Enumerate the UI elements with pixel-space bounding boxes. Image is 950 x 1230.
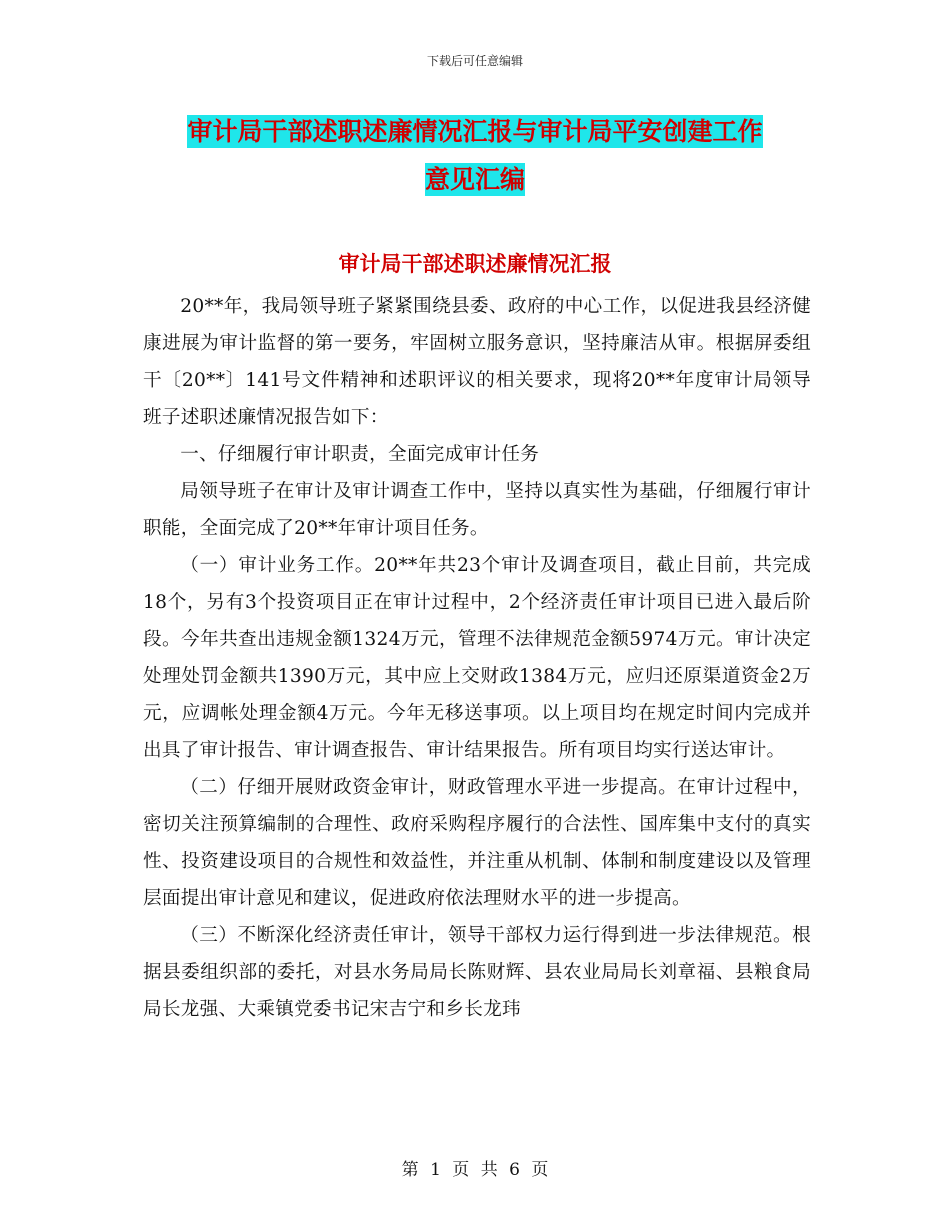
- paragraph: （三）不断深化经济责任审计，领导干部权力运行得到进一步法律规范。根据县委组织部的委托，对县水务局局长陈财辉、县农业局局长刘章福、县粮食局局长龙强、大乘镇党委书记宋吉宁和乡长龙玮: [143, 925, 811, 1020]
- paragraph: 一、仔细履行审计职责，全面完成审计任务: [180, 444, 540, 465]
- paragraph: 局领导班子在审计及审计调查工作中，坚持以真实性为基础，仔细履行审计职能，全面完成了20**年审计项目任务。: [143, 481, 811, 539]
- document-title-line-2: 意见汇编: [424, 165, 525, 194]
- paragraph: （一）审计业务工作。20**年共23个审计及调查项目，截止目前，共完成18个，另有3个投资项目正在审计过程中，2个经济责任审计项目已进入最后阶段。今年共查出违规金额1324万元，管理不法律规范金额5974万元。审计决定处理处罚金额共1390万元，其中应上交财政1384万元，应归还原渠道资金2万元，应调帐处理金额4万元。今年无移送事项。以上项目均在规定时间内完成并出具了审计报告、审计调查报告、审计结果报告。所有项目均实行送达审计。: [143, 555, 811, 761]
- document-title-line-1: 审计局干部述职述廉情况汇报与审计局平安创建工作: [187, 117, 763, 146]
- paragraph: （二）仔细开展财政资金审计，财政管理水平进一步提高。在审计过程中，密切关注预算编制的合理性、政府采购程序履行的合法性、国库集中支付的真实性、投资建设项目的合规性和效益性，并注重从机制、体制和制度建设以及管理层面提出审计意见和建议，促进政府依法理财水平的进一步提高。: [143, 777, 811, 909]
- page-number: 第 1 页 共 6 页: [401, 1160, 549, 1180]
- header-note: 下载后可任意编辑: [426, 54, 523, 68]
- document-body: [143, 288, 811, 1028]
- document-title: [0, 108, 950, 204]
- paragraph: 20**年，我局领导班子紧紧围绕县委、政府的中心工作，以促进我县经济健康进展为审计监督的第一要务，牢固树立服务意识，坚持廉洁从审。根据屏委组干〔20**〕141号文件精神和述职评议的相关要求，现将20**年度审计局领导班子述职述廉情况报告如下：: [143, 296, 811, 428]
- section-title: 审计局干部述职述廉情况汇报: [338, 252, 612, 276]
